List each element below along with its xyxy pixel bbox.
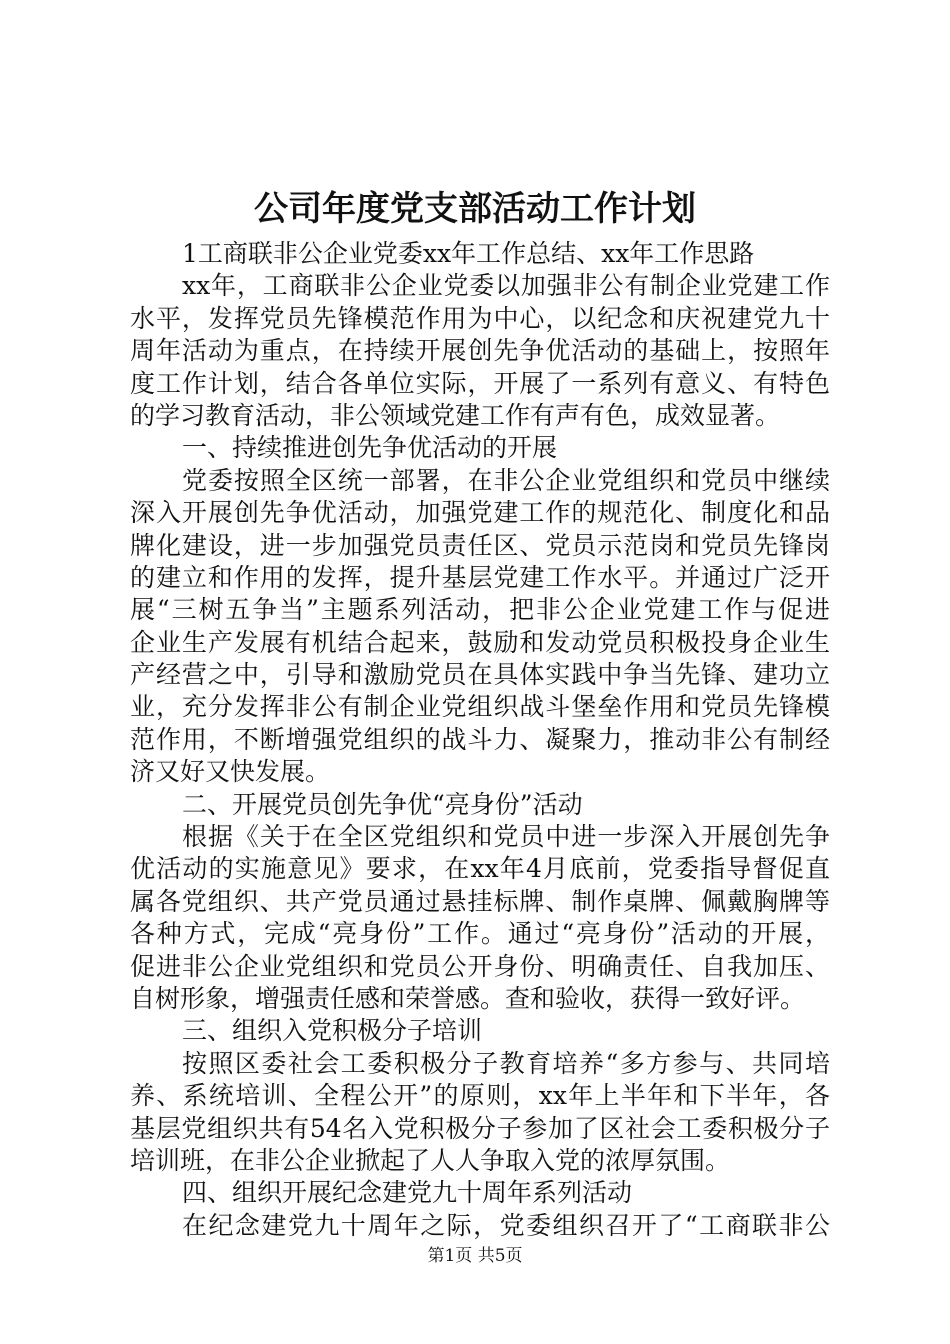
- body-line: 根据《关于在全区党组织和党员中进一步深入开展创先争: [182, 822, 830, 852]
- body-line: 水平，发挥党员先锋模范作用为中心，以纪念和庆祝建党九十: [130, 303, 830, 333]
- body-line: 在纪念建党九十周年之际，党委组织召开了“工商联非公: [182, 1210, 830, 1240]
- body-line: 周年活动为重点，在持续开展创先争优活动的基础上，按照年: [130, 336, 830, 366]
- body-line: 促进非公企业党组织和党员公开身份、明确责任、自我加压、: [130, 951, 830, 981]
- body-line: 牌化建设，进一步加强党员责任区、党员示范岗和党员先锋岗: [130, 530, 830, 560]
- body-line: 按照区委社会工委积极分子教育培养“多方参与、共同培: [182, 1048, 830, 1078]
- body-line: 业，充分发挥非公有制企业党组织战斗堡垒作用和党员先锋模: [130, 692, 830, 722]
- body-line: 的学习教育活动，非公领域党建工作有声有色，成效显著。: [130, 400, 781, 430]
- body-line: 培训班，在非公企业掀起了人人争取入党的浓厚氛围。: [130, 1145, 731, 1175]
- body-line: 1工商联非公企业党委xx年工作总结、xx年工作思路: [182, 239, 755, 268]
- body-line: 一、持续推进创先争优活动的开展: [182, 433, 558, 463]
- body-line: 养、系统培训、全程公开”的原则，xx年上半年和下半年，各: [130, 1081, 830, 1111]
- body-line: 深入开展创先争优活动，加强党建工作的规范化、制度化和品: [130, 498, 830, 528]
- body-line: 的建立和作用的发挥，提升基层党建工作水平。并通过广泛开: [130, 562, 830, 592]
- body-line: 属各党组织、共产党员通过悬挂标牌、制作桌牌、佩戴胸牌等: [130, 886, 830, 916]
- body-line: 度工作计划，结合各单位实际，开展了一系列有意义、有特色: [130, 368, 830, 398]
- body-line: 各种方式，完成“亮身份”工作。通过“亮身份”活动的开展，: [130, 919, 830, 949]
- body-line: 展“三树五争当”主题系列活动，把非公企业党建工作与促进: [130, 595, 830, 625]
- body-line: xx年，工商联非公企业党委以加强非公有制企业党建工作: [182, 271, 830, 301]
- body-line: 自树形象，增强责任感和荣誉感。查和验收，获得一致好评。: [130, 983, 806, 1013]
- body-line: 二、开展党员创先争优“亮身份”活动: [182, 789, 583, 819]
- body-line: 基层党组织共有54名入党积极分子参加了区社会工委积极分子: [130, 1113, 830, 1143]
- body-line: 党委按照全区统一部署，在非公企业党组织和党员中继续: [182, 465, 830, 495]
- document-body: [130, 238, 830, 1242]
- body-line: 范作用，不断增强党组织的战斗力、凝聚力，推动非公有制经: [130, 724, 830, 754]
- body-line: 企业生产发展有机结合起来，鼓励和发动党员积极投身企业生: [130, 627, 830, 657]
- body-line: 优活动的实施意见》要求，在xx年4月底前，党委指导督促直: [130, 854, 830, 884]
- document-title: 公司年度党支部活动工作计划: [254, 189, 696, 229]
- body-line: 济又好又快发展。: [130, 757, 331, 787]
- body-line: 产经营之中，引导和激励党员在具体实践中争当先锋、建功立: [130, 660, 830, 690]
- body-line: 三、组织入党积极分子培训: [182, 1016, 483, 1046]
- body-line: 四、组织开展纪念建党九十周年系列活动: [182, 1178, 633, 1208]
- page-footer: 第1页 共5页: [427, 1246, 523, 1266]
